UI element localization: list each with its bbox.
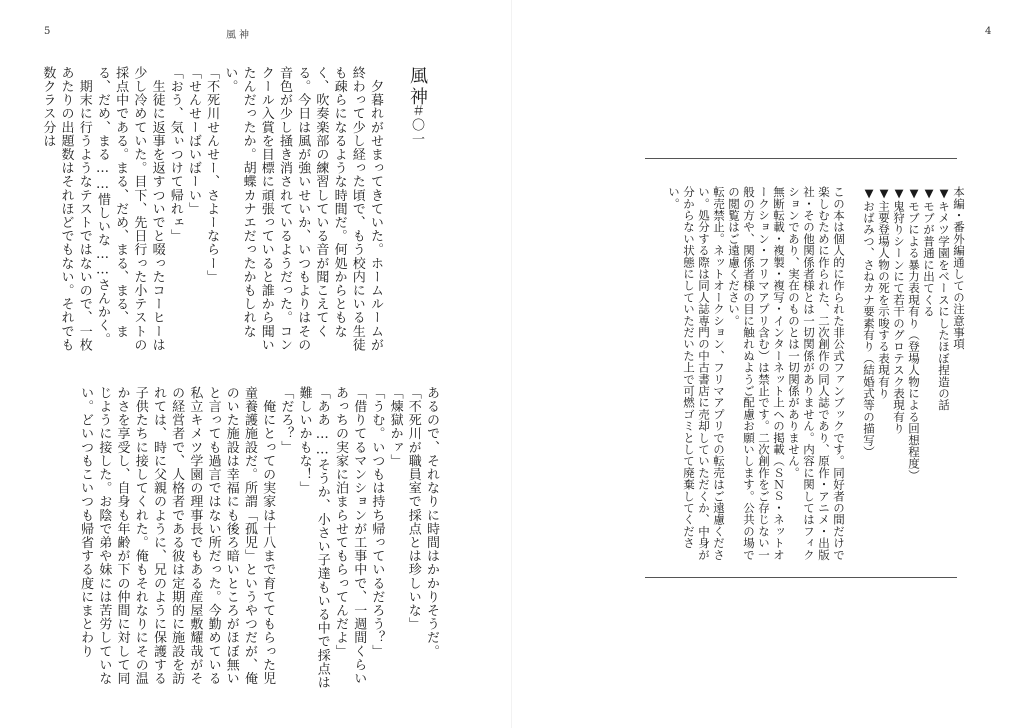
page-number-right: 4 <box>985 26 992 37</box>
notice-block: 本編・番外編通しての注意事項 ▼キメツ学園をベースにしたほぼ捏造の話 ▼モブが普通に出てくる ▼モブによる暴力表現有り（登場人物による回想程度） ▼鬼狩りシーンにて若干のグロテスク表現有り ▼主要登場人物の死を示唆する表現有り ▼おばみつ、さねカナ要素有り（結婚式等の描写） この本は個人的に作られた非公式ファンブックです。同好者の間だけで楽しむために作られた、二次創作の同人誌であり、原作・アニメ・出版社・その他関係者様とは一切関係がありません。内容に関してはフィクションであり、実在のものとは一切関係がありません。 無断転載・複製・複写・インターネット上への掲載（ＳＮＳ・ネットオークション・フリマアプリ含む）は禁止です。二次創作をご存じない一般の方や、関係者様の目に触れぬようご配慮お願いします。公共の場での閲覧はご遠慮ください。 転売禁止。ネットオークション、フリマアプリでの転売はご遠慮ください。処分する際は同人誌専門の中古書店に売却していただくか、中身が分からない状態にしていただいた上で可燃ゴミとして廃棄してください。 <box>667 186 966 561</box>
notice-rule-top <box>645 158 957 159</box>
story-subtitle: ＃〇一 <box>409 104 424 146</box>
story-title: 風神 <box>407 66 428 108</box>
page-fold <box>511 0 512 728</box>
page-number-left: 5 <box>44 26 51 37</box>
body-text-upper: 夕暮れがせまってきていた。ホームルームが終わって少し経った頃で、もう校内にいる生徒も疎らになるような時間だ。何処からともなく、吹奏楽部の練習している音が聞こえてくる。今日は風が強いせいか、いつもよりはその音色が少し掻き消されているようだった。コンクール入賞を目標に頑張っていると誰から聞いたんだったか。胡蝶カナエだったかもしれない。 「不死川せんせー、さよーならー」 「せんせーばいばーい」 「おう、気ぃつけて帰れェ」 生徒に返事を返すついでと啜ったコーヒーは少し冷めていた。目下、先日行った小テストの採点中である。まる、だめ、まる、まる、まる、だめ、まる……惜しいな……さんかく。 期末に行うようなテストではないので、一枚あたりの出題数はそれほどでもない。それでも数クラス分は <box>40 66 383 352</box>
body-text-lower: あるので、それなりに時間はかかりそうだ。 「不死川が職員室で採点とは珍しいな」 「煉獄かァ」 「うむ。いつもは持ち帰っているだろう？」 「借りてるマンションが工事中で、一週間くらいあっちの実家に泊まらせてもらってんだよ」 「ああ……そうか、小さい子達もいる中で採点は難しいかもな！」 「だろ？」 俺にとっての実家は十八まで育ててもらった児童養護施設だ。所謂「孤児」というやつだが、俺のいた施設は幸福にも後ろ暗いところがほぼ無いと言っても過言ではない所だった。今勤めている私立キメツ学園の理事長でもある産屋敷耀哉がその経営者で、人格者である彼は定期的に施設を訪れては、時に父親のように、兄のように保護する子供たちに接してくれた。俺もそれなりにその温かさを享受し、自身も年齢が下の仲間に対して同じように接した。お陰で弟や妹には苦労していない。どいつもこいつも帰省する度にまとわり <box>78 386 439 690</box>
running-title: 風神 <box>226 30 252 41</box>
notice-rule-bottom <box>645 577 957 578</box>
